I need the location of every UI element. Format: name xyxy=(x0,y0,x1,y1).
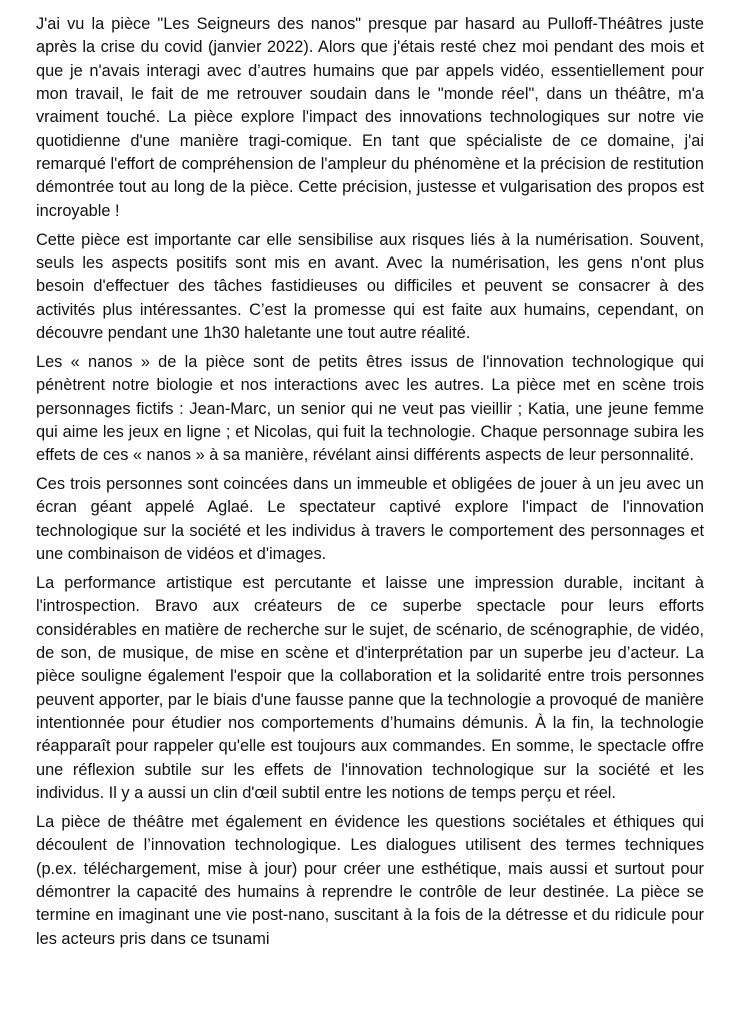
paragraph-6: La pièce de théâtre met également en évidence les questions sociétales et éthiques qui découlent de l’innovation technologique. Les dialogues utilisent des termes techniques (p.ex. téléchargement, mise à jour) pour créer une esthétique, mais aussi et surtout pour démontrer la capacité des humains à reprendre le contrôle de leur destinée. La pièce se termine en imaginant une vie post-nano, suscitant à la fois de la détresse et du ridicule pour les acteurs pris dans ce tsunami xyxy=(36,812,704,948)
paragraph-5: La performance artistique est percutante et laisse une impression durable, incitant à l'introspection. Bravo aux créateurs de ce superbe spectacle pour leurs efforts considérables en matière de recherche sur le sujet, de scénario, de scénographie, de vidéo, de son, de musique, de mise en scène et d'interprétation par un superbe jeu d’acteur. La pièce souligne également l'espoir que la collaboration et la solidarité entre trois personnes peuvent apporter, par le biais d'une fausse panne que la technologie a provoqué de manière intentionnée pour étudier nos comportements d’humains démunis. À la fin, la technologie réapparaît pour rappeler qu'elle est toujours aux commandes. En somme, le spectacle offre une réflexion subtile sur les effets de l'innovation technologique sur la société et les individus. Il y a aussi un clin d'œil subtil entre les notions de temps perçu et réel. xyxy=(36,573,704,802)
paragraph-4: Ces trois personnes sont coincées dans un immeuble et obligées de jouer à un jeu avec un écran géant appelé Aglaé. Le spectateur captivé explore l'impact de l'innovation technologique sur la société et les individus à travers le comportement des personnages et une combinaison de vidéos et d'images. xyxy=(36,475,704,564)
paragraph-3: Les « nanos » de la pièce sont de petits êtres issus de l'innovation technologique qui pénètrent notre biologie et nos interactions avec les autres. La pièce met en scène trois personnages fictifs : Jean-Marc, un senior qui ne veut pas vieillir ; Katia, une jeune femme qui aime les jeux en ligne ; et Nicolas, qui fuit la technologie. Chaque personnage subira les effets de ces « nanos » à sa manière, révélant ainsi différents aspects de leur personnalité. xyxy=(36,352,704,465)
document-page xyxy=(36,13,704,956)
paragraph-2: Cette pièce est importante car elle sensibilise aux risques liés à la numérisation. Souvent, seuls les aspects positifs sont mis en avant. Avec la numérisation, les gens n'ont plus besoin d'effectuer des tâches fastidieuses ou difficiles et peuvent se consacrer à des activités plus intéressantes. C’est la promesse qui est faite aux humains, cependant, on découvre pendant une 1h30 haletante une tout autre réalité. xyxy=(36,230,704,342)
paragraph-1: J'ai vu la pièce "Les Seigneurs des nanos" presque par hasard au Pulloff-Théâtres juste après la crise du covid (janvier 2022). Alors que j'étais resté chez moi pendant des mois et que je n'avais interagi avec d’autres humains que par appels vidéo, essentiellement pour mon travail, le fait de me retrouver soudain dans le "monde réel", dans un théâtre, m'a vraiment touché. La pièce explore l'impact des innovations technologiques sur notre vie quotidienne d'une manière tragi-comique. En tant que spécialiste de ce domaine, j'ai remarqué l'effort de compréhension de l'ampleur du phénomène et la précision de restitution démontrée tout au long de la pièce. Cette précision, justesse et vulgarisation des propos est incroyable ! xyxy=(36,15,704,220)
